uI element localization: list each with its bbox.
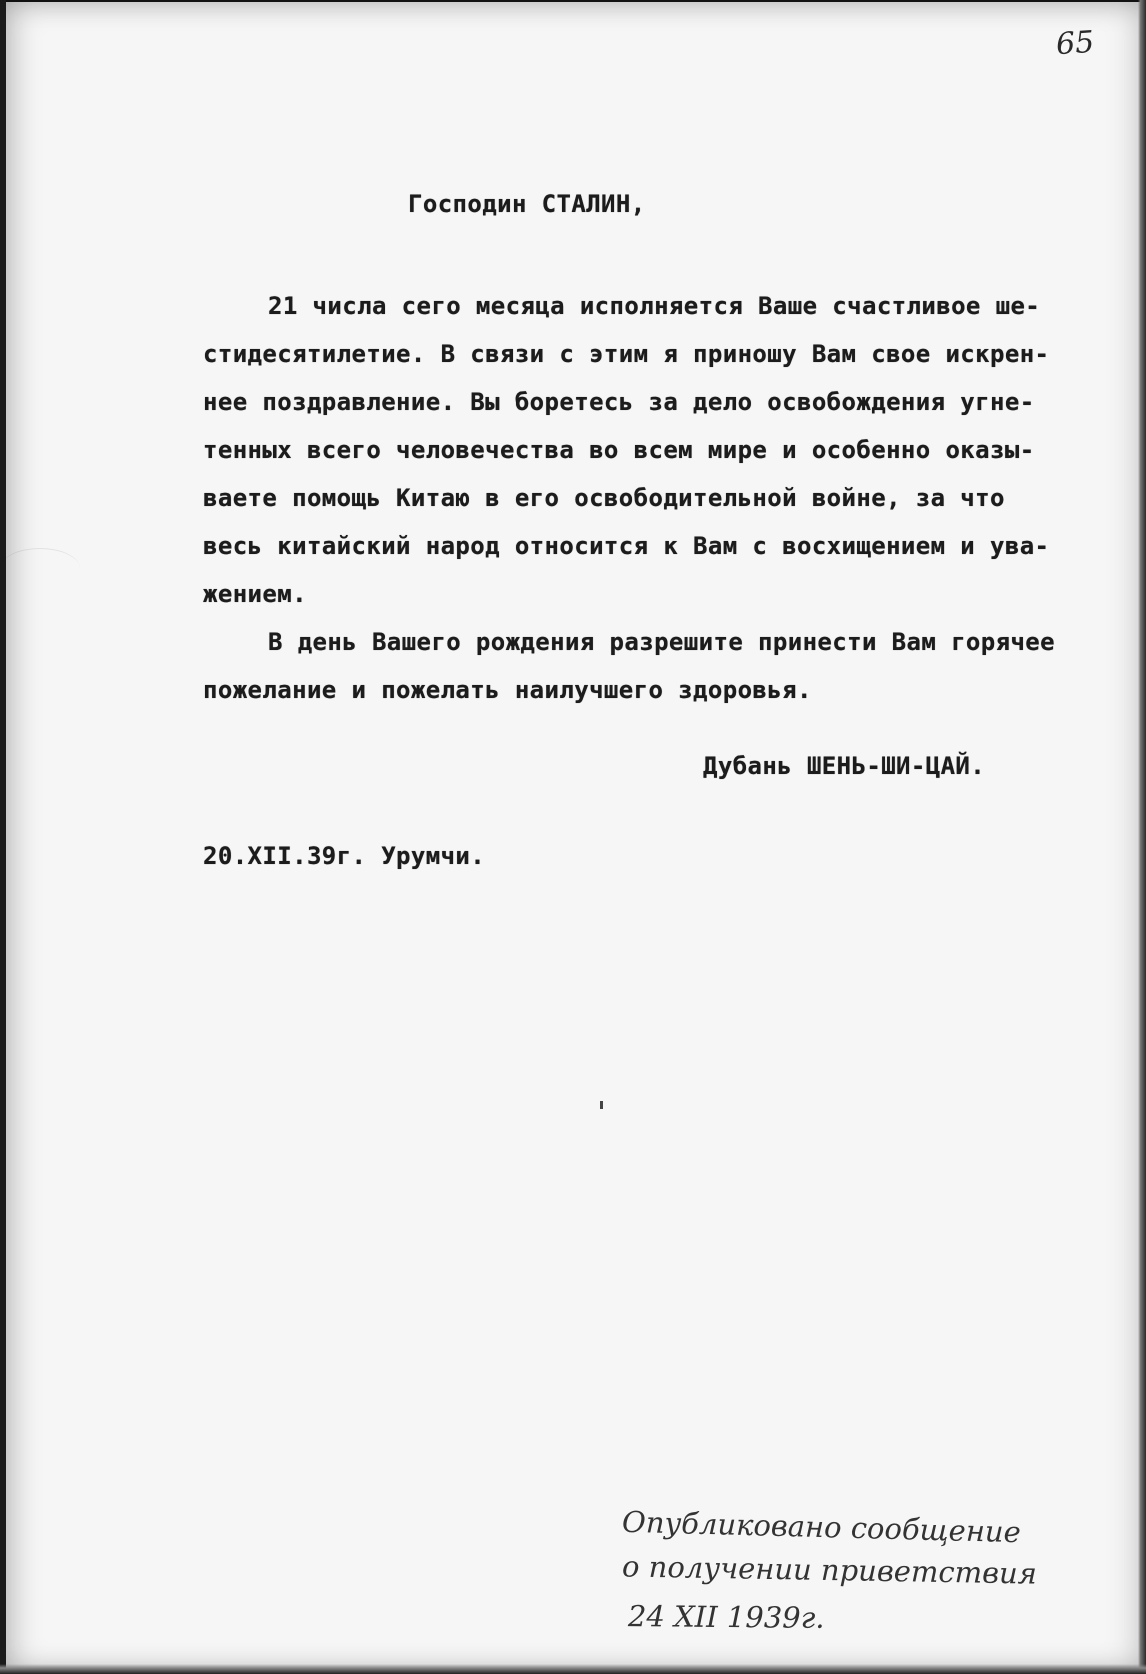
body-line: стидесятилетие. В связи с этим я приношу Вам свое искрен-: [203, 340, 1050, 368]
page-edge-shadow: [0, 1664, 1146, 1674]
body-line: В день Вашего рождения разрешите принести Вам горячее: [268, 628, 1056, 656]
body-line: тенных всего человечества во всем мире и особенно оказы-: [203, 436, 1035, 464]
signature: Дубань ШЕНЬ-ШИ-ЦАЙ.: [703, 752, 986, 780]
body-line: жением.: [203, 580, 307, 608]
salutation: Господин СТАЛИН,: [408, 190, 646, 218]
page-edge-shadow: [0, 0, 6, 1674]
page-edge-shadow: [1138, 0, 1146, 1674]
body-line: пожелание и пожелать наилучшего здоровья.: [203, 676, 812, 704]
body-line: нее поздравление. Вы боретесь за дело освобождения угне-: [203, 388, 1035, 416]
handwritten-note-line: о получении приветствия: [621, 1549, 1038, 1591]
body-line: 21 числа сего месяца исполняется Ваше счастливое ше-: [268, 292, 1041, 320]
paper-smudge: [0, 548, 80, 589]
date-place: 20.XII.39г. Урумчи.: [203, 842, 486, 870]
body-line: ваете помощь Китаю в его освободительной войне, за что: [203, 484, 1005, 512]
ink-speck: [600, 1101, 603, 1109]
handwritten-note-line: 24 XII 1939г.: [627, 1599, 825, 1635]
folio-number: 65: [1054, 24, 1096, 63]
body-line: весь китайский народ относится к Вам с восхищением и ува-: [203, 532, 1050, 560]
handwritten-note-line: Опубликовано сообщение: [621, 1504, 1022, 1550]
